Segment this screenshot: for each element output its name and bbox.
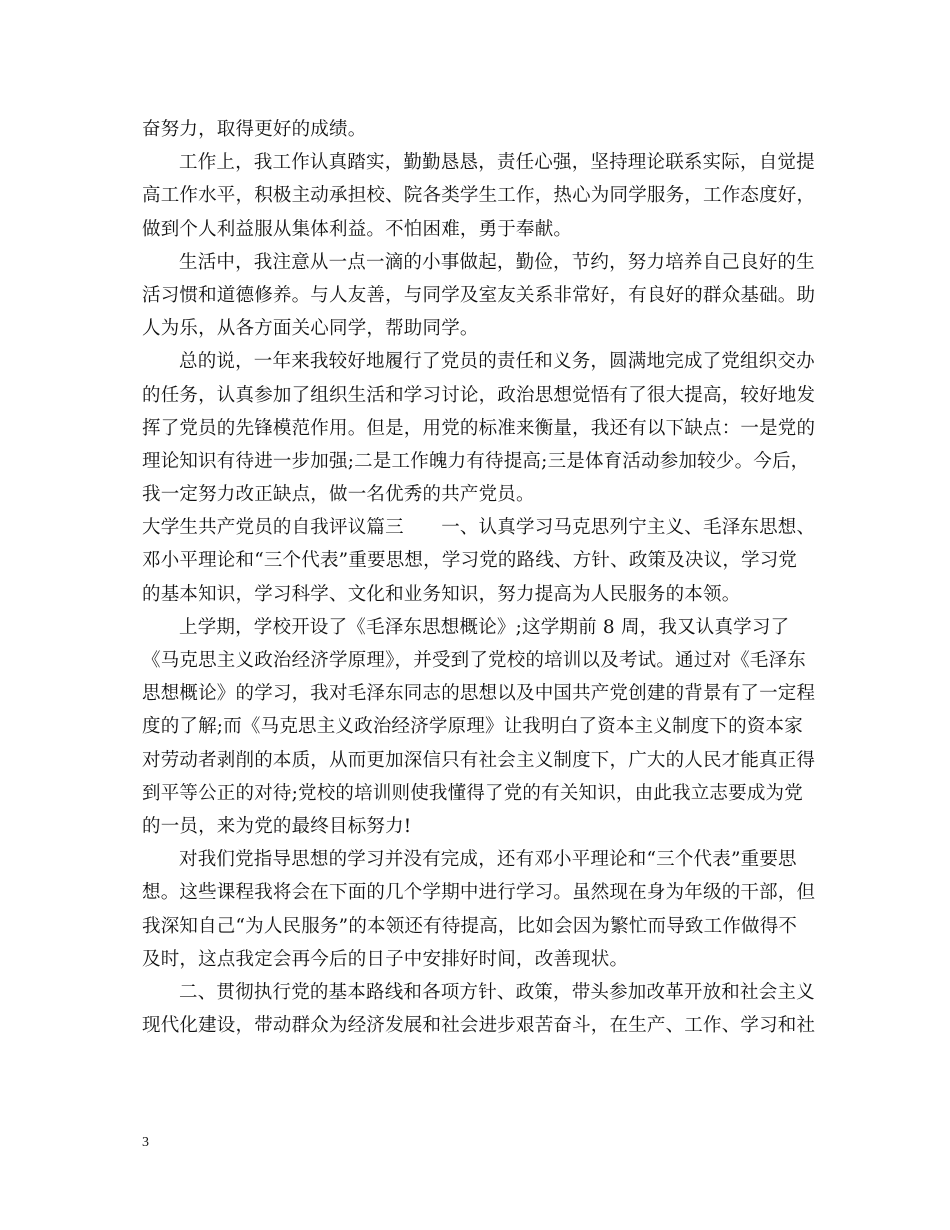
text-line: 生活中，我注意从一点一滴的小事做起，勤俭，节约，努力培养自己良好的生 (179, 251, 815, 273)
text-line: 奋努力，取得更好的成绩。 (142, 119, 367, 140)
text-line: 思想概论》的学习，我对毛泽东同志的思想以及中国共产党创建的背景有了一定程 (142, 683, 816, 705)
text-line: 邓小平理论和“三个代表”重要思想，学习党的路线、方针、政策及决议，学习党 (142, 550, 798, 572)
text-line: 想。这些课程我将会在下面的几个学期中进行学习。虽然现在身为年级的干部，但 (142, 882, 816, 904)
text-line: 大学生共产党员的自我评议篇三 一、认真学习马克思列宁主义、毛泽东思想、 (142, 517, 816, 539)
text-line: 对劳动者剥削的本质，从而更加深信只有社会主义制度下，广大的人民才能真正得 (142, 749, 816, 771)
text-line: 到平等公正的对待;党校的培训则使我懂得了党的有关知识，由此我立志要成为党 (142, 782, 803, 804)
text-line: 的一员，来为党的最终目标努力! (142, 815, 412, 837)
text-line: 二、贯彻执行党的基本路线和各项方针、政策，带头参加改革开放和社会主义 (179, 981, 815, 1003)
body-text (142, 113, 816, 1042)
text-line: 人为乐，从各方面关心同学，帮助同学。 (142, 318, 479, 340)
text-line: 理论知识有待进一步加强;二是工作魄力有待提高;三是体育活动参加较少。今后， (142, 450, 810, 472)
text-line: 的任务，认真参加了组织生活和学习讨论，政治思想觉悟有了很大提高，较好地发 (142, 384, 816, 406)
text-line: 总的说，一年来我较好地履行了党员的责任和义务，圆满地完成了党组织交办 (179, 351, 815, 373)
text-line: 挥了党员的先锋模范作用。但是，用党的标准来衡量，我还有以下缺点：一是党的 (142, 417, 816, 439)
text-line: 上学期，学校开设了《毛泽东思想概论》;这学期前 8 周，我又认真学习了 (179, 616, 790, 638)
text-line: 工作上，我工作认真踏实，勤勤恳恳，责任心强，坚持理论联系实际，自觉提 (179, 152, 815, 174)
text-line: 高工作水平，积极主动承担校、院各类学生工作，热心为同学服务，工作态度好， (142, 185, 816, 207)
text-line: 做到个人利益服从集体利益。不怕困难，勇于奉献。 (142, 218, 573, 240)
text-line: 度的了解;而《马克思主义政治经济学原理》让我明白了资本主义制度下的资本家 (142, 716, 803, 738)
text-line: 我深知自己“为人民服务”的本领还有待提高，比如会因为繁忙而导致工作做得不 (142, 915, 798, 937)
text-line: 对我们党指导思想的学习并没有完成，还有邓小平理论和“三个代表”重要思 (179, 849, 797, 871)
text-line: 《马克思主义政治经济学原理》，并受到了党校的培训以及考试。通过对《毛泽东 (142, 650, 806, 671)
text-line: 我一定努力改正缺点，做一名优秀的共产党员。 (142, 484, 535, 506)
text-line: 活习惯和道德修养。与人友善，与同学及室友关系非常好，有良好的群众基础。助 (142, 284, 816, 306)
page-number: 3 (142, 1135, 149, 1150)
text-line: 的基本知识，学习科学、文化和业务知识，努力提高为人民服务的本领。 (142, 583, 741, 605)
text-line: 现代化建设，带动群众为经济发展和社会进步艰苦奋斗，在生产、工作、学习和社 (142, 1015, 816, 1037)
text-line: 及时，这点我定会再今后的日子中安排好时间，改善现状。 (142, 948, 629, 970)
